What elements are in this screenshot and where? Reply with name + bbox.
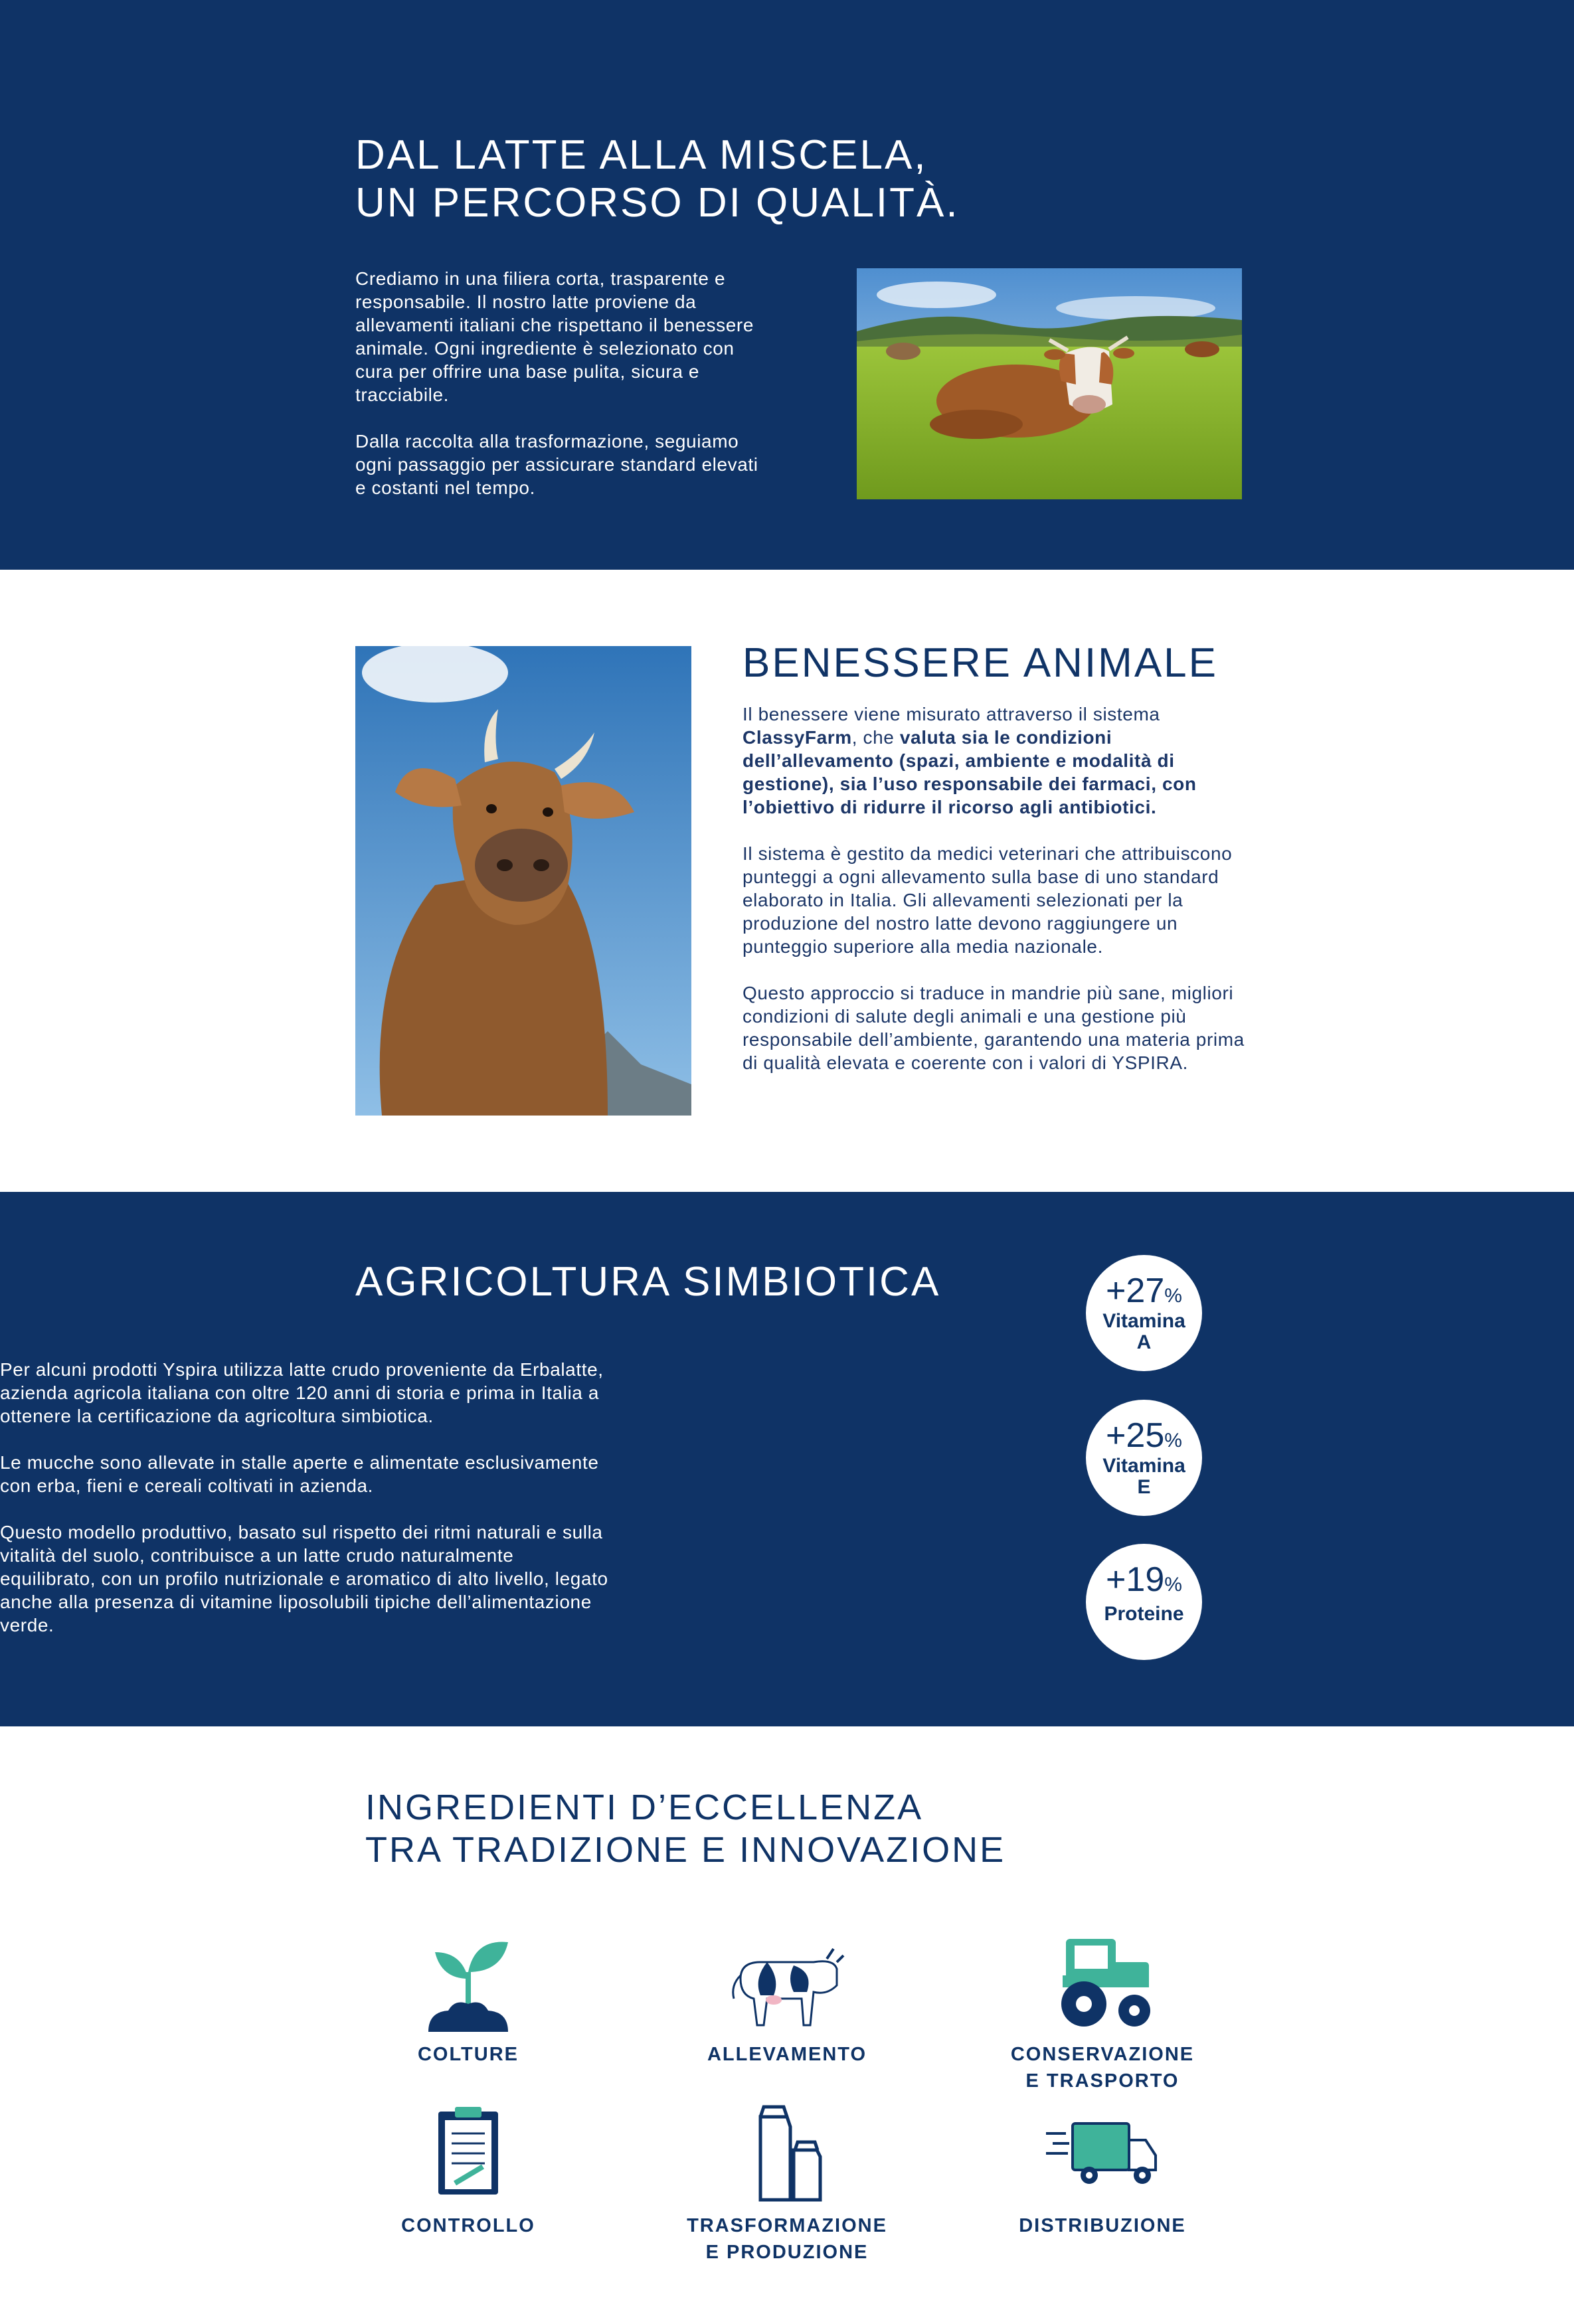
cow-meadow-photo	[857, 268, 1242, 499]
feature-trasformazione	[654, 2104, 920, 2266]
feature-controllo	[335, 2104, 601, 2239]
welfare-section	[0, 570, 1574, 1192]
welfare-p1-bold: valuta sia le condizioni dell’allevamento (spazi, ambiente e modalità di gestione), sia l’uso responsabile dei farmaci, con l’obiettivo di ridurre il ricorso agli antibiotici.	[743, 727, 1197, 817]
feature-caption: CONTROLLO	[401, 2215, 535, 2236]
stat-label: Proteine	[1104, 1603, 1184, 1625]
tractor-icon	[1043, 1932, 1162, 2032]
truck-icon	[1043, 2104, 1162, 2203]
clipboard-icon	[408, 2104, 528, 2203]
feature-allevamento	[654, 1932, 920, 2068]
symbiotic-paragraph: Questo modello produttivo, basato sul rispetto dei ritmi naturali e sulla vitalità del suolo, contribuisce a un latte crudo naturalmente equilibrato, con un profilo nutrizionale e aromatico di alto livello, legato anche alla presenza di vitamine liposolubili tipiche dell’alimentazione verde.	[0, 1522, 608, 1635]
stat-value: +19%	[1106, 1560, 1182, 1599]
feature-caption: ALLEVAMENTO	[707, 2044, 867, 2065]
feature-colture	[335, 1932, 601, 2068]
plant-icon	[408, 1932, 528, 2032]
intro-title	[355, 131, 1152, 227]
stat-vitamin-e	[1086, 1400, 1202, 1516]
feature-caption: TRASFORMAZIONE E PRODUZIONE	[687, 2215, 887, 2263]
welfare-title: BENESSERE ANIMALE	[743, 640, 1219, 686]
welfare-paragraph	[743, 703, 1247, 819]
intro-title-line1: DAL LATTE ALLA MISCELA,	[355, 132, 928, 178]
stat-label: Vitamina A	[1102, 1310, 1185, 1353]
welfare-paragraph: Il sistema è gestito da medici veterinari che attribuiscono punteggi a ogni allevamento sulla base di uno standard elaborato in Italia. Gli allevamenti selezionati per la produzione del nostro latte devono raggiungere un punteggio superiore alla media nazionale.	[743, 843, 1233, 957]
intro-paragraph: Crediamo in una filiera corta, trasparente e responsabile. Il nostro latte proviene da allevamenti italiani che rispettano il benessere animale. Ogni ingrediente è selezionato con cura per offrire una base pulita, sicura e tracciabile.	[355, 268, 754, 405]
feature-caption: CONSERVAZIONE E TRASPORTO	[1010, 2044, 1195, 2092]
feature-conservazione	[970, 1932, 1235, 2094]
welfare-paragraph: Questo approccio si traduce in mandrie più sane, migliori condizioni di salute degli animali e una gestione più responsabile dell’ambiente, garantendo una materia prima di qualità elevata e coerente con i valori di YSPIRA.	[743, 983, 1245, 1073]
feature-caption: COLTURE	[417, 2044, 519, 2065]
stat-vitamin-a	[1086, 1255, 1202, 1371]
symbiotic-section	[0, 1192, 1574, 1726]
feature-caption: DISTRIBUZIONE	[1019, 2215, 1186, 2236]
symbiotic-title: AGRICOLTURA SIMBIOTICA	[355, 1259, 941, 1305]
symbiotic-paragraph: Per alcuni prodotti Yspira utilizza latte crudo proveniente da Erbalatte, azienda agricola italiana con oltre 120 anni di storia e prima in Italia a ottenere la certificazione da agricoltura simbiotica.	[0, 1359, 604, 1426]
welfare-body	[743, 703, 1247, 1098]
welfare-p1-mid: , che	[851, 727, 900, 748]
ingredients-title	[365, 1786, 1229, 1871]
ingredients-section	[0, 1726, 1574, 2324]
carton-icon	[727, 2104, 847, 2203]
ingredients-title-line1: INGREDIENTI D’ECCELLENZA	[365, 1787, 924, 1827]
intro-paragraph: Dalla raccolta alla trasformazione, seguiamo ogni passaggio per assicurare standard elevati e costanti nel tempo.	[355, 431, 758, 498]
symbiotic-paragraph: Le mucche sono allevate in stalle aperte e alimentate esclusivamente con erba, fieni e cereali coltivati in azienda.	[0, 1452, 599, 1496]
stat-value: +25%	[1106, 1416, 1182, 1455]
intro-title-line2: UN PERCORSO DI QUALITÀ.	[355, 180, 960, 226]
stat-proteins	[1086, 1544, 1202, 1660]
feature-distribuzione	[970, 2104, 1235, 2239]
ingredients-title-line2: TRA TRADIZIONE E INNOVAZIONE	[365, 1830, 1006, 1870]
stat-value: +27%	[1106, 1272, 1182, 1310]
intro-section	[0, 0, 1574, 570]
stat-label: Vitamina E	[1102, 1455, 1185, 1498]
classyfarm-name: ClassyFarm	[743, 727, 852, 748]
welfare-p1-lead: Il benessere viene misurato attraverso il sistema	[743, 704, 1160, 724]
symbiotic-body	[0, 1358, 611, 1660]
cow-icon	[727, 1932, 847, 2032]
cow-portrait-photo	[355, 646, 691, 1116]
intro-body	[355, 267, 767, 523]
